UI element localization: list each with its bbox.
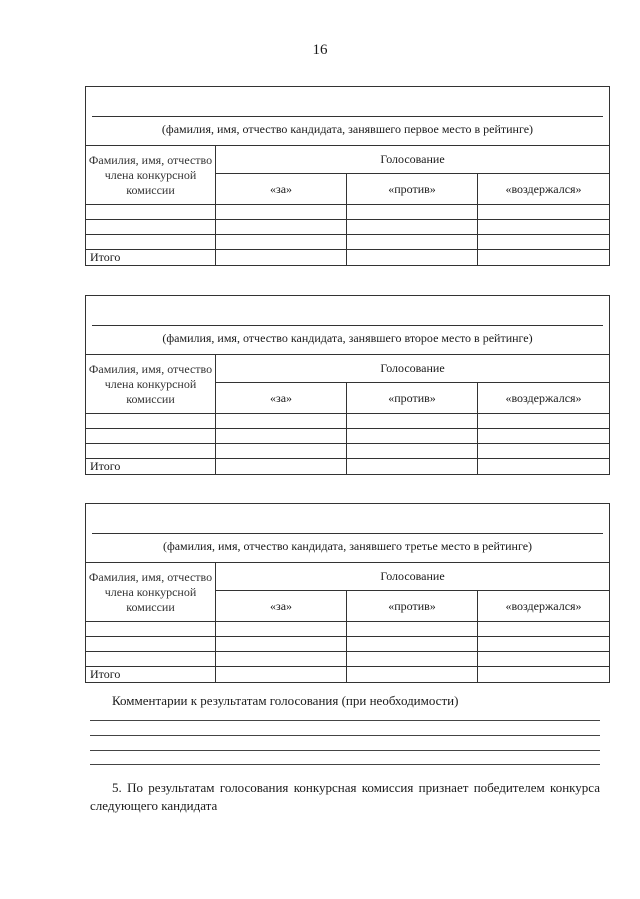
candidate-name-line — [92, 533, 603, 534]
table-row — [86, 414, 610, 429]
voting-header: Голосование — [216, 355, 610, 383]
member-name-header: Фамилия, имя, отчество члена конкурсной комиссии — [86, 355, 216, 414]
table-row — [86, 429, 610, 444]
vote-for-header: «за» — [216, 383, 347, 414]
table-row — [86, 205, 610, 220]
vote-abstain-header: «воздержался» — [478, 174, 610, 205]
vote-against-header: «против» — [347, 174, 478, 205]
voting-table-third-place — [85, 503, 610, 683]
member-name-header: Фамилия, имя, отчество члена конкурсной комиссии — [86, 146, 216, 205]
candidate-cell — [86, 504, 610, 563]
total-label: Итого — [86, 459, 216, 475]
vote-abstain-header: «воздержался» — [478, 591, 610, 622]
total-row — [86, 667, 610, 683]
vote-against-header: «против» — [347, 383, 478, 414]
table-row — [86, 220, 610, 235]
table-row — [86, 235, 610, 250]
comment-line — [90, 764, 600, 765]
voting-header: Голосование — [216, 563, 610, 591]
total-row — [86, 459, 610, 475]
table-row — [86, 637, 610, 652]
vote-abstain-header: «воздержался» — [478, 383, 610, 414]
table-row — [86, 622, 610, 637]
candidate-cell — [86, 87, 610, 146]
total-label: Итого — [86, 667, 216, 683]
candidate-caption: (фамилия, имя, отчество кандидата, занявшего первое место в рейтинге) — [161, 122, 534, 136]
vote-for-header: «за» — [216, 174, 347, 205]
page-number: 16 — [312, 42, 328, 58]
candidate-cell — [86, 296, 610, 355]
clause-5-text: 5. По результатам голосования конкурсная комиссия признает победителем конкурса следующего кандидата — [90, 780, 600, 813]
vote-for-header: «за» — [216, 591, 347, 622]
candidate-name-line — [92, 325, 603, 326]
comment-line — [90, 735, 600, 736]
comment-line — [90, 750, 600, 751]
total-row — [86, 250, 610, 266]
voting-table-second-place — [85, 295, 610, 475]
vote-against-header: «против» — [347, 591, 478, 622]
total-label: Итого — [86, 250, 216, 266]
candidate-name-line — [92, 116, 603, 117]
candidate-caption: (фамилия, имя, отчество кандидата, занявшего второе место в рейтинге) — [162, 331, 533, 345]
table-row — [86, 652, 610, 667]
voting-table-first-place — [85, 86, 610, 266]
candidate-caption: (фамилия, имя, отчество кандидата, занявшего третье место в рейтинге) — [162, 539, 533, 553]
table-row — [86, 444, 610, 459]
voting-header: Голосование — [216, 146, 610, 174]
member-name-header: Фамилия, имя, отчество члена конкурсной комиссии — [86, 563, 216, 622]
comments-label: Комментарии к результатам голосования (при необходимости) — [112, 693, 459, 708]
comment-line — [90, 720, 600, 721]
